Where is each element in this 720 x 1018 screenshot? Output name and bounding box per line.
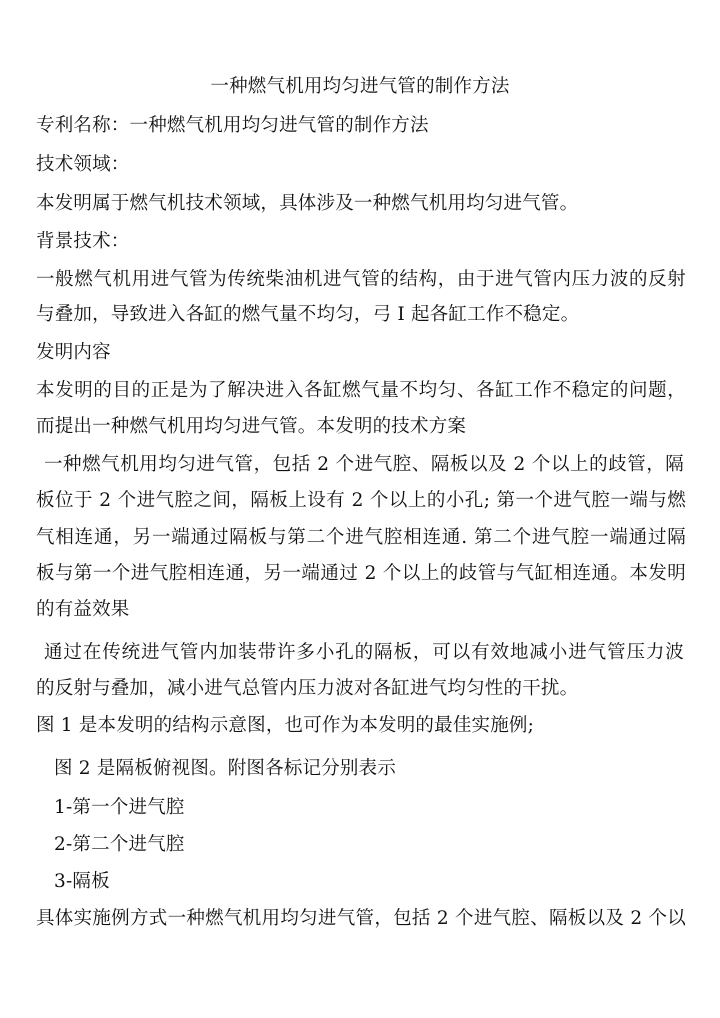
background-line: 一般燃气机用进气管为传统柴油机进气管的结构，由于进气管内压力波的反射 [36,269,686,290]
legend-item: 2-第二个进气腔 [54,834,185,855]
figure-1-description: 图 1 是本发明的结构示意图，也可作为本发明的最佳实施例; [36,715,535,736]
solution-line: 气相连通，另一端通过隔板与第二个进气腔相连通. 第二个进气腔一端通过隔 [36,527,686,548]
effect-line: 的反射与叠加，减小进气总管内压力波对各缸进气均匀性的干扰。 [36,678,579,699]
embodiment-line: 具体实施例方式一种燃气机用均匀进气管，包括 2 个进气腔、隔板以及 2 个以 [36,908,686,929]
patent-name: 专利名称：一种燃气机用均匀进气管的制作方法 [36,115,429,136]
solution-line: 的有益效果 [36,599,130,620]
tech-field-text: 本发明属于燃气机技术领域，具体涉及一种燃气机用均匀进气管。 [36,193,579,214]
document-title: 一种燃气机用均匀进气管的制作方法 [210,76,510,97]
effect-line: 通过在传统进气管内加装带许多小孔的隔板，可以有效地减小进气管压力波 [44,642,684,663]
background-line: 与叠加，导致进入各缸的燃气量不均匀，弓 I 起各缸工作不稳定。 [36,304,580,325]
tech-field-heading: 技术领域： [36,154,130,175]
legend-item: 1-第一个进气腔 [54,797,185,818]
figure-2-description: 图 2 是隔板俯视图。附图各标记分别表示 [54,758,397,779]
summary-line: 而提出一种燃气机用均匀进气管。本发明的技术方案 [36,416,467,437]
solution-line: 板与第一个进气腔相连通，另一端通过 2 个以上的歧管与气缸相连通。本发明 [36,563,686,584]
background-heading: 背景技术： [36,231,130,252]
solution-line: 板位于 2 个进气腔之间，隔板上设有 2 个以上的小孔; 第一个进气腔一端与燃 [36,490,686,511]
summary-heading: 发明内容 [36,342,111,363]
legend-item: 3-隔板 [54,871,110,892]
summary-line: 本发明的目的正是为了解决进入各缸燃气量不均匀、各缸工作不稳定的问题， [36,380,686,401]
solution-line: 一种燃气机用均匀进气管，包括 2 个进气腔、隔板以及 2 个以上的歧管，隔 [44,454,684,475]
